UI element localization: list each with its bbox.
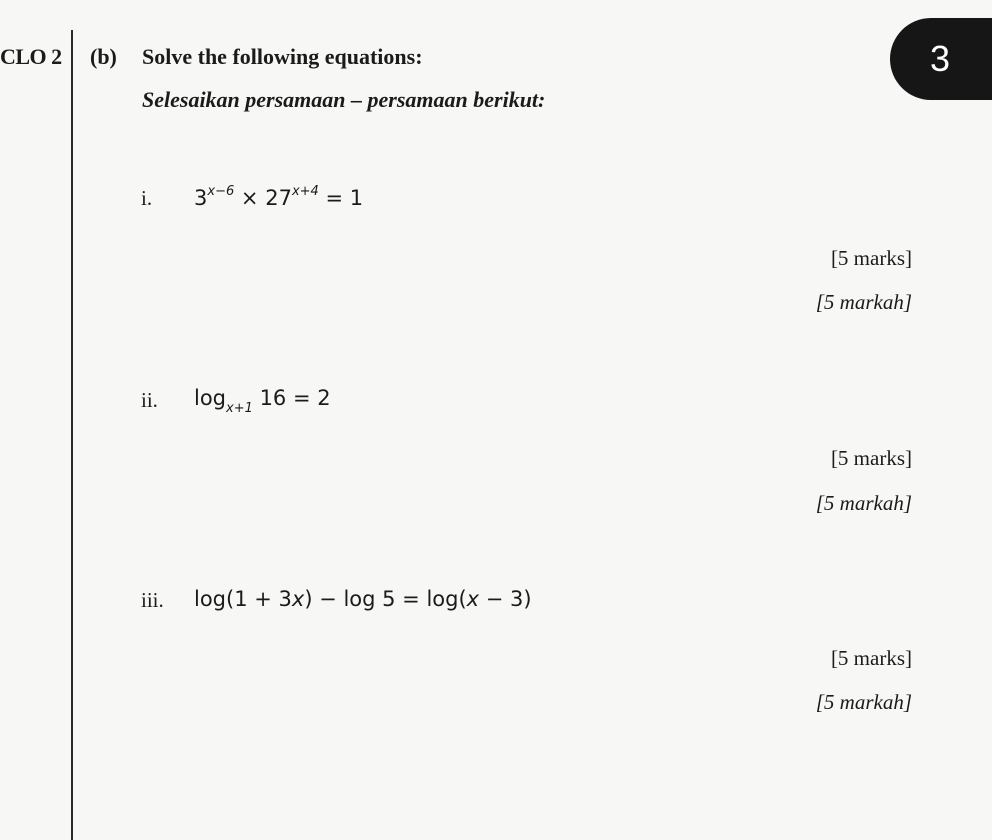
item-3-marks: [5 marks] xyxy=(830,646,912,670)
item-2-markah: [5 markah] xyxy=(815,491,912,515)
question-heading-english: Solve the following equations: xyxy=(142,44,423,69)
eq2-arg: 16 xyxy=(259,386,287,410)
eq1-base1: 3 xyxy=(194,186,208,210)
eq3-part3: − 3) xyxy=(479,587,532,611)
item-1-number: i. xyxy=(141,186,153,210)
clo-label: CLO 2 xyxy=(0,44,62,69)
item-2-marks: [5 marks] xyxy=(830,446,912,470)
item-1-equation xyxy=(194,186,363,210)
question-part-label: (b) xyxy=(90,44,117,69)
eq2-base: x+1 xyxy=(226,401,253,417)
question-heading-malay: Selesaikan persamaan – persamaan berikut: xyxy=(142,87,546,112)
item-2-number: ii. xyxy=(141,388,158,412)
item-1-markah: [5 markah] xyxy=(815,290,912,314)
eq2-log: log xyxy=(194,386,227,410)
item-2-equation xyxy=(194,386,331,417)
eq3-part1: log(1 + 3 xyxy=(194,587,292,611)
eq1-base2: 27 xyxy=(265,186,292,210)
eq2-rhs: = 2 xyxy=(292,386,331,410)
margin-divider xyxy=(71,30,73,840)
item-1-marks: [5 marks] xyxy=(830,246,912,270)
eq3-var2: x xyxy=(466,587,480,611)
eq3-var1: x xyxy=(291,587,305,611)
eq3-part2: ) − log 5 = log( xyxy=(304,587,467,611)
eq1-times: × xyxy=(240,186,259,210)
eq1-exp2: x+4 xyxy=(291,184,319,199)
item-3-number: iii. xyxy=(141,588,164,612)
page-number-badge xyxy=(890,18,992,100)
item-3-markah: [5 markah] xyxy=(815,690,912,714)
eq1-rhs: = 1 xyxy=(325,186,364,210)
page-number: 3 xyxy=(930,38,951,79)
item-3-equation xyxy=(194,587,532,611)
eq1-exp1: x−6 xyxy=(207,184,235,199)
